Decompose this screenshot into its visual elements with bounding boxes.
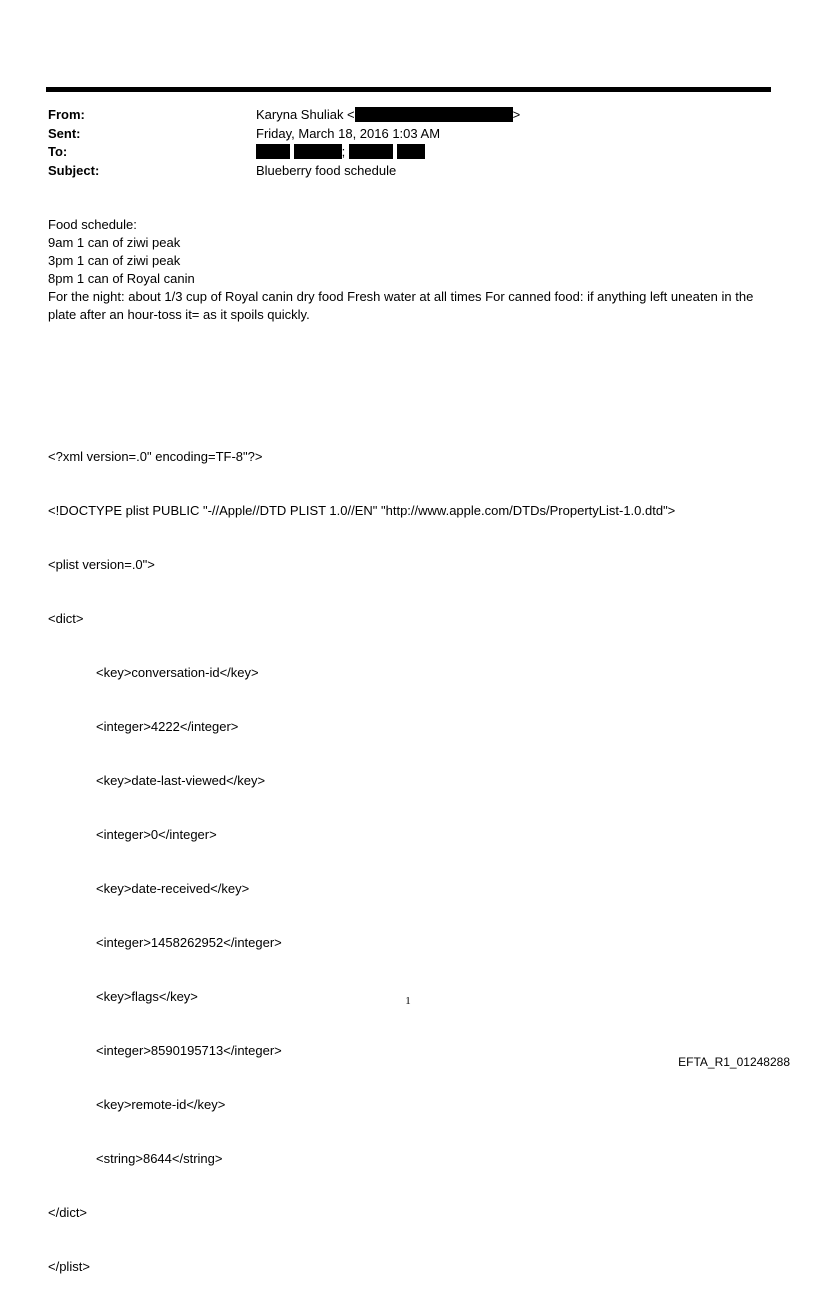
subject-label: Subject: [48, 162, 100, 178]
xml-line: <integer>4222</integer> [96, 719, 239, 734]
redaction-box [256, 144, 290, 159]
redaction-box [349, 144, 393, 159]
body-line: 8pm 1 can of Royal canin [48, 271, 195, 286]
subject-row [48, 162, 768, 181]
page-number: 1 [405, 995, 411, 1007]
plist-xml [48, 412, 770, 1294]
body-paragraph: For the night: about 1/3 cup of Royal canin dry food Fresh water at all times For canned food: if anything left uneaten in the plate after an hour-toss it= as it spoils quickly. [48, 289, 754, 322]
xml-line: <string>8644</string> [96, 1151, 223, 1166]
xml-line: </dict> [48, 1205, 88, 1220]
sent-row [48, 125, 768, 144]
xml-line: </plist> [48, 1259, 90, 1274]
xml-line: <integer>8590195713</integer> [96, 1043, 282, 1058]
redaction-box [355, 107, 513, 122]
xml-line: <!DOCTYPE plist PUBLIC "-//Apple//DTD PLIST 1.0//EN" "http://www.apple.com/DTDs/PropertyList-1.0.dtd"> [48, 503, 676, 518]
header-divider [46, 87, 771, 92]
subject-value: Blueberry food schedule [256, 162, 397, 178]
xml-line: <integer>1458262952</integer> [96, 935, 282, 950]
body-line: 3pm 1 can of ziwi peak [48, 253, 181, 268]
from-label: From: [48, 107, 85, 122]
redaction-box [294, 144, 342, 159]
from-close: > [512, 107, 521, 122]
xml-line: <dict> [48, 611, 84, 626]
to-label: To: [48, 144, 68, 159]
from-value [256, 106, 520, 124]
email-header [48, 106, 768, 180]
sent-value: Friday, March 18, 2016 1:03 AM [256, 125, 441, 141]
from-row [48, 106, 768, 125]
bates-number: EFTA_R1_01248288 [678, 1055, 790, 1069]
xml-line: <key>date-last-viewed</key> [96, 773, 266, 788]
xml-line: <?xml version=.0" encoding=TF-8"?> [48, 449, 263, 464]
email-body [48, 216, 770, 324]
xml-line: <plist version=.0"> [48, 557, 155, 572]
sent-label: Sent: [48, 125, 81, 141]
xml-line: <key>conversation-id</key> [96, 665, 259, 680]
body-line: Food schedule: [48, 217, 137, 232]
to-separator: ; [341, 144, 346, 159]
xml-line: <integer>0</integer> [96, 827, 217, 842]
xml-line: <key>date-received</key> [96, 881, 250, 896]
to-value [256, 143, 425, 161]
redaction-box [397, 144, 425, 159]
xml-line: <key>remote-id</key> [96, 1097, 226, 1112]
to-row [48, 143, 768, 162]
body-line: 9am 1 can of ziwi peak [48, 235, 181, 250]
from-name: Karyna Shuliak < [256, 107, 355, 122]
xml-line: <key>flags</key> [96, 989, 198, 1004]
